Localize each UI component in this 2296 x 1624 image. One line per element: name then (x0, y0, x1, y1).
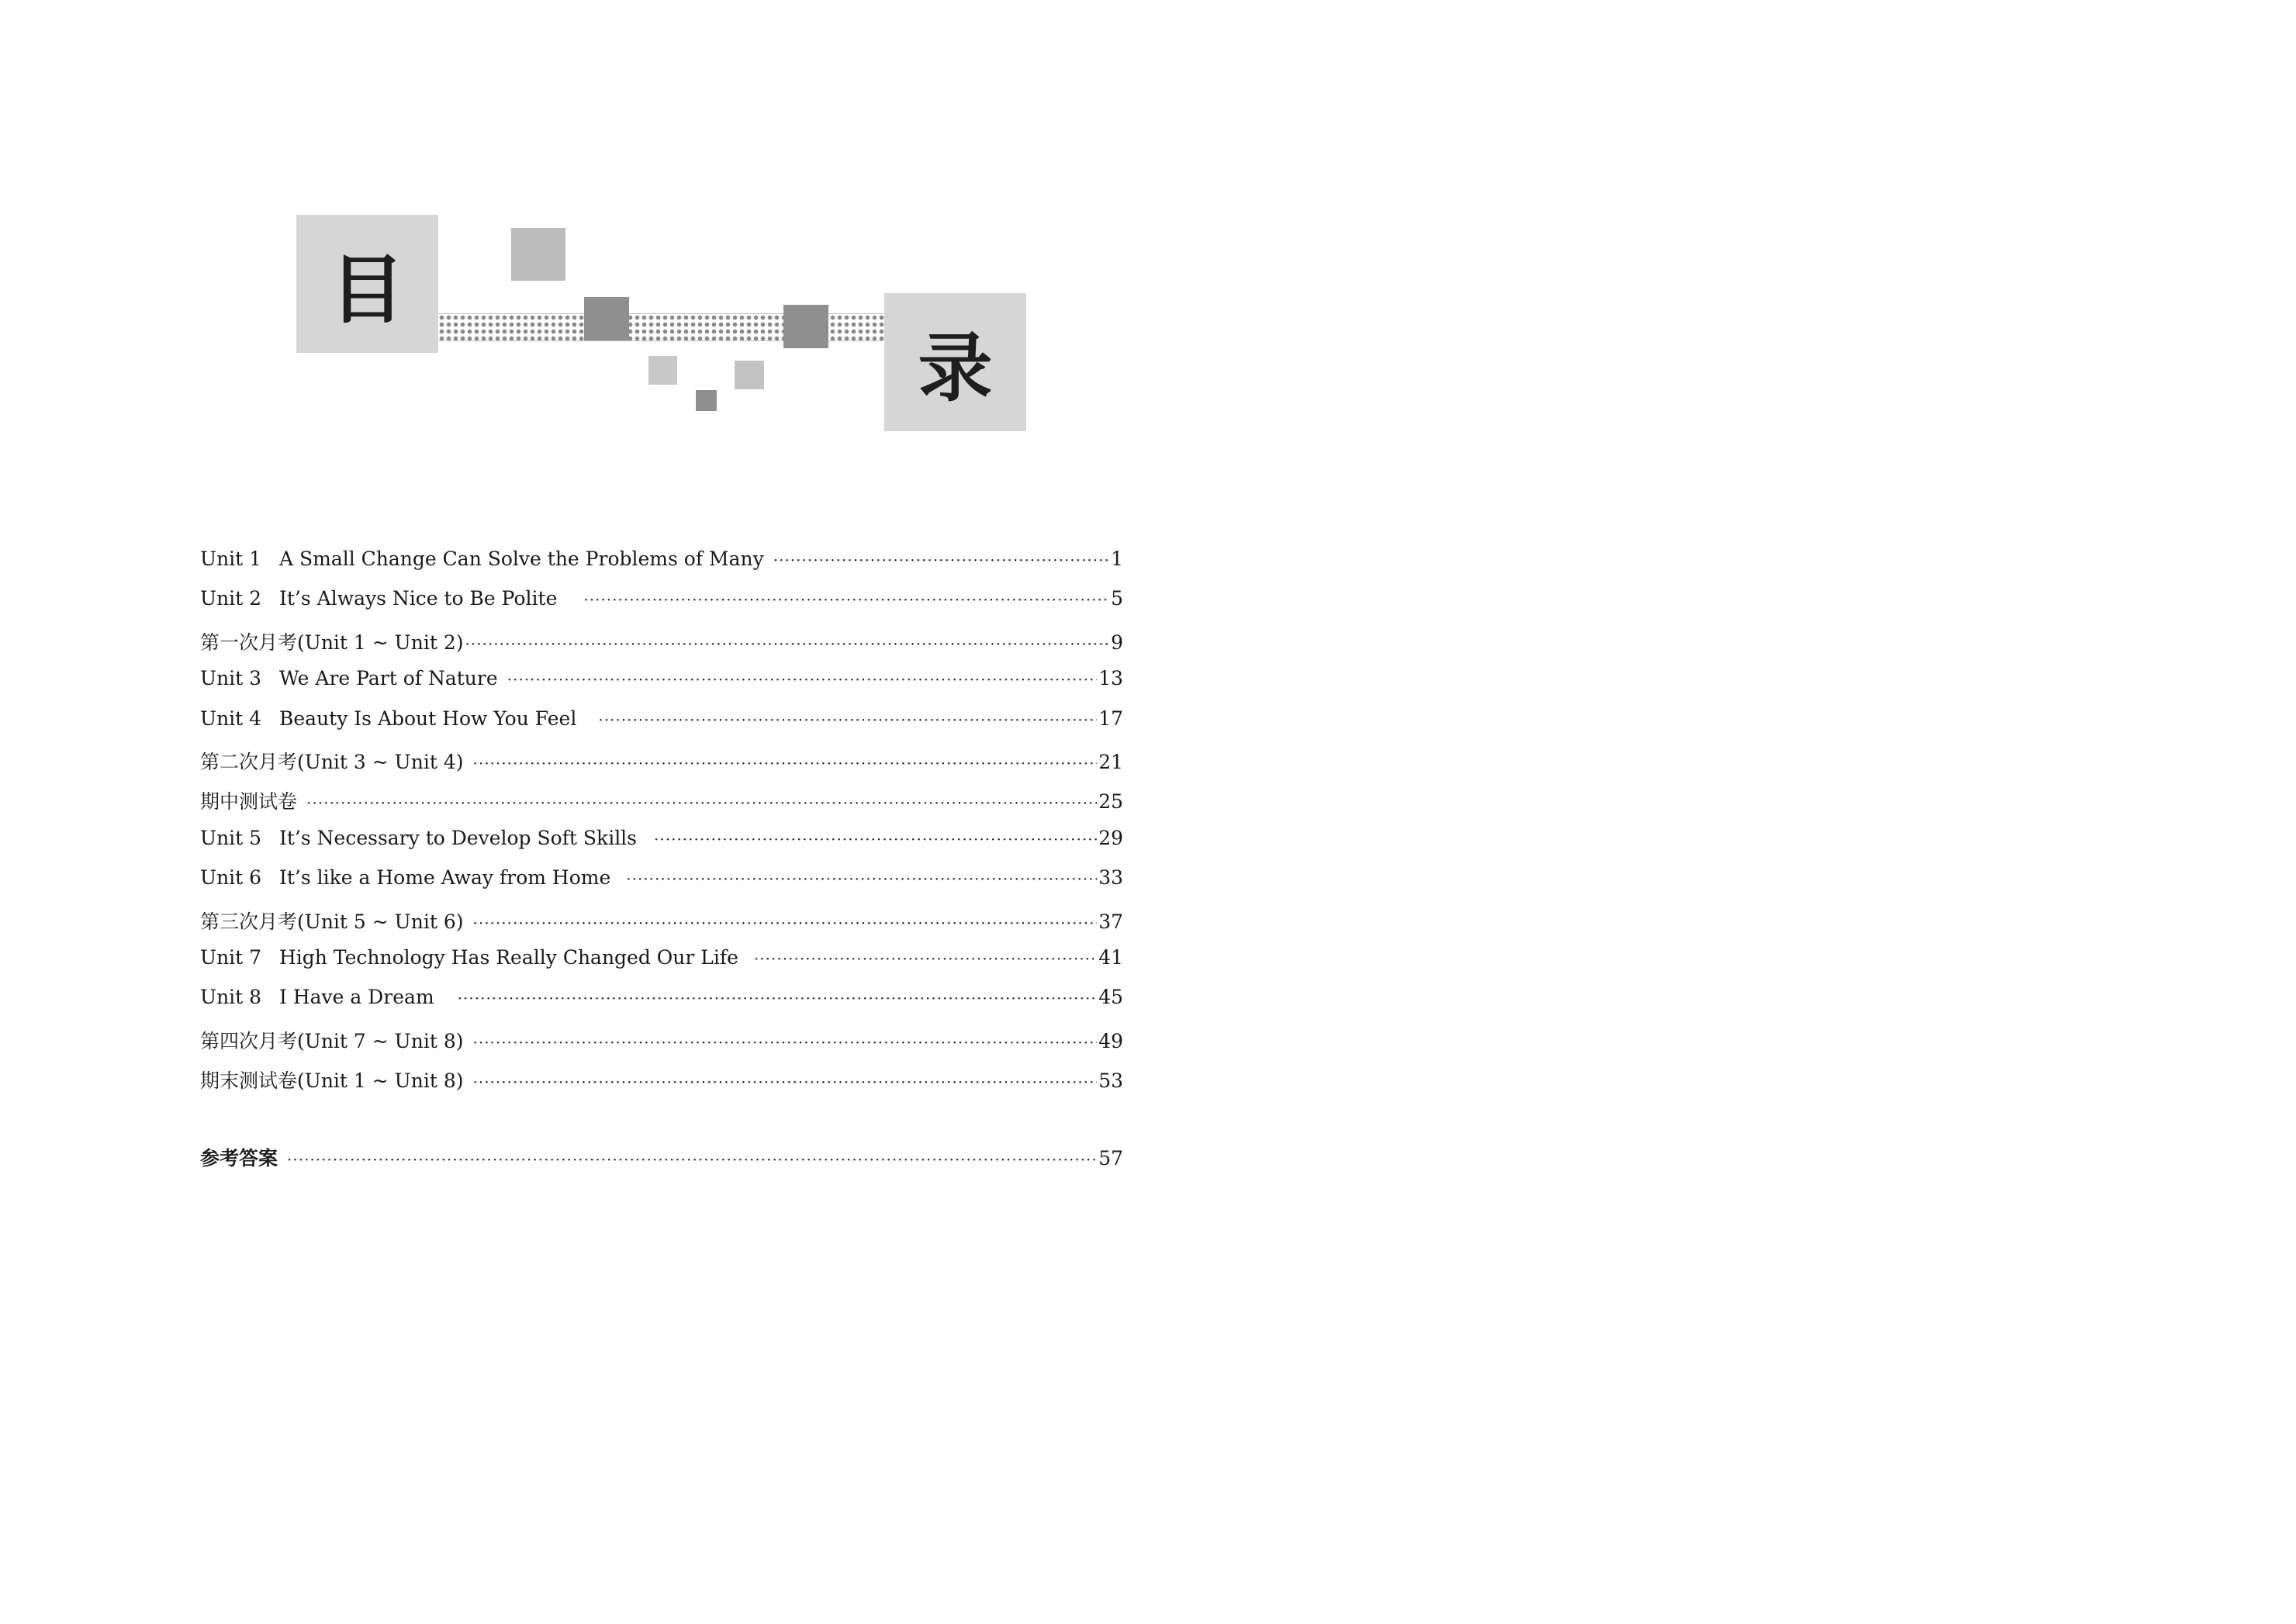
toc-entry-monthly-test-2[interactable] (200, 747, 1123, 786)
toc-unit-label: Unit 2 (200, 587, 262, 610)
toc-entry-final-exam[interactable] (200, 1066, 1123, 1105)
dot-leader (458, 989, 1098, 1007)
toc-page-number: 45 (1098, 986, 1123, 1009)
toc-page-number: 17 (1098, 707, 1123, 730)
toc-unit-label: Unit 8 (200, 986, 262, 1009)
toc-entry-title: I Have a Dream (279, 986, 434, 1009)
decor-square (696, 390, 717, 411)
toc-entry-monthly-test-4[interactable] (200, 1026, 1123, 1066)
toc-page-number: 33 (1098, 866, 1123, 890)
toc-entry-title: 参考答案 (200, 1147, 278, 1170)
toc-entry-unit-1[interactable] (200, 548, 1123, 587)
toc-unit-label: Unit 3 (200, 667, 262, 690)
toc-entry-title: 第一次月考(Unit 1 ~ Unit 2) (200, 631, 464, 654)
toc-page-number: 21 (1098, 750, 1123, 773)
toc-entry-title: 第二次月考(Unit 3 ~ Unit 4) (200, 750, 464, 773)
toc-page-number: 37 (1098, 910, 1123, 933)
toc-entry-midterm[interactable] (200, 786, 1123, 826)
toc-page-number: 25 (1098, 790, 1123, 814)
dot-leader (654, 830, 1097, 848)
decor-square (735, 361, 764, 389)
toc-unit-label: Unit 6 (200, 866, 262, 890)
title-char-right: 录 (884, 293, 1026, 431)
toc-entry-unit-2[interactable] (200, 587, 1123, 627)
toc-entry-monthly-test-1[interactable] (200, 627, 1123, 667)
toc-entry-title: High Technology Has Really Changed Our Life (279, 945, 738, 969)
toc-page-number: 9 (1111, 631, 1123, 654)
decor-square (584, 297, 629, 340)
dot-leader (306, 793, 1097, 812)
decor-square (783, 305, 828, 348)
toc-unit-label: Unit 1 (200, 548, 262, 570)
toc-entry-unit-4[interactable] (200, 707, 1123, 747)
toc-entry-title: 期中测试卷 (200, 790, 298, 814)
toc-page-number: 29 (1098, 826, 1123, 849)
toc-unit-label: Unit 7 (200, 945, 262, 969)
toc-entry-unit-8[interactable] (200, 986, 1123, 1025)
toc-entry-title: It’s like a Home Away from Home (279, 866, 611, 890)
toc-entry-title: We Are Part of Nature (279, 667, 498, 690)
dot-leader (287, 1150, 1097, 1169)
toc-entry-title: Beauty Is About How You Feel (279, 707, 577, 730)
toc-entry-unit-5[interactable] (200, 827, 1123, 866)
toc-entry-title: A Small Change Can Solve the Problems of Many (279, 548, 764, 570)
title-char-left: 目 (296, 215, 438, 353)
toc-entry-monthly-test-3[interactable] (200, 907, 1123, 946)
toc-page-number: 57 (1098, 1147, 1123, 1170)
decor-square (648, 356, 677, 385)
toc-entry-unit-6[interactable] (200, 866, 1123, 906)
dot-leader (626, 869, 1097, 888)
toc-page-number: 49 (1098, 1029, 1123, 1052)
dot-leader (583, 590, 1109, 609)
toc-entry-title: 第三次月考(Unit 5 ~ Unit 6) (200, 910, 464, 933)
dot-leader (754, 949, 1097, 968)
dot-leader (472, 754, 1097, 772)
dot-leader (598, 710, 1097, 729)
toc-unit-label: Unit 4 (200, 707, 262, 730)
toc-entry-unit-7[interactable] (200, 946, 1123, 986)
dot-leader (472, 914, 1097, 932)
dot-leader (507, 670, 1098, 689)
toc-entry-title: 期末测试卷(Unit 1 ~ Unit 8) (200, 1069, 464, 1093)
toc-page-number: 53 (1098, 1069, 1123, 1093)
toc-entry-title: 第四次月考(Unit 7 ~ Unit 8) (200, 1029, 464, 1052)
toc-page-number: 5 (1111, 587, 1123, 610)
dot-leader (465, 634, 1109, 653)
toc-unit-label: Unit 5 (200, 826, 262, 849)
toc-entry-title: It’s Necessary to Develop Soft Skills (279, 826, 638, 849)
toc-entry-unit-3[interactable] (200, 667, 1123, 707)
toc-entry-title: It’s Always Nice to Be Polite (279, 587, 558, 610)
toc-page-number: 1 (1111, 548, 1123, 570)
toc-title-graphic (0, 0, 1086, 450)
decor-square (511, 228, 565, 281)
dot-leader (472, 1033, 1097, 1052)
table-of-contents (200, 548, 1123, 1183)
toc-entry-answers[interactable] (200, 1143, 1123, 1183)
dot-leader (773, 551, 1109, 569)
dot-leader (472, 1073, 1097, 1091)
toc-page-number: 13 (1098, 667, 1123, 690)
toc-page-number: 41 (1098, 945, 1123, 969)
